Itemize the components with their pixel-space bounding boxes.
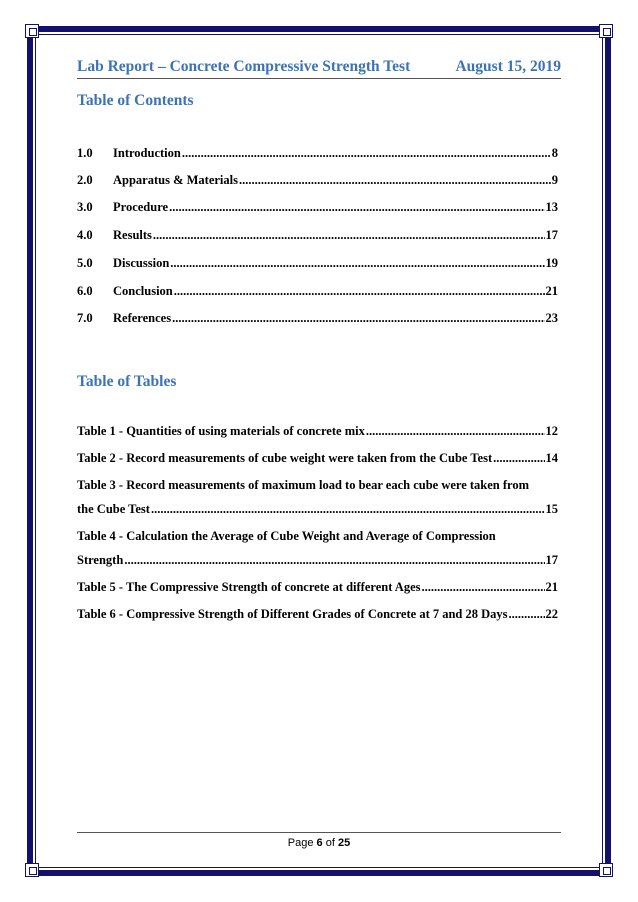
dot-leader [169,200,544,215]
toc-page-number: 8 [551,146,558,160]
footer-divider [77,832,561,833]
table-page-number: 17 [545,553,558,567]
footer-of-word: of [325,837,335,849]
table-entry-label: Table 4 - Calculation the Average of Cube Weight and Average of Compression [77,529,496,543]
toc-entry[interactable] [77,228,558,243]
page-header [77,57,561,79]
toc-entry[interactable] [77,200,558,215]
dot-leader [239,173,551,188]
page-footer [0,837,638,849]
table-entry[interactable] [77,424,558,439]
tables-heading: Table of Tables [77,373,177,390]
table-entry[interactable] [77,607,558,622]
border-corner-ornament [25,24,39,38]
table-page-number: 22 [545,607,558,621]
table-entry-label-cont: Strength [77,553,124,567]
table-entry-label: Table 2 - Record measurements of cube weight were taken from the Cube Test [77,451,493,465]
dot-leader [422,580,545,595]
table-entry-label-cont: the Cube Test [77,502,150,516]
report-title: Lab Report – Concrete Compressive Strength Test [77,58,411,75]
toc-number: 5.0 [77,256,93,270]
border-corner-ornament [599,863,613,877]
toc-page-number: 9 [551,173,558,187]
dot-leader [182,146,551,161]
toc-label: Conclusion [113,284,173,298]
footer-page-word: Page [287,837,314,849]
toc-entry[interactable] [77,311,558,326]
toc-page-number: 21 [545,284,558,298]
toc-number: 2.0 [77,173,93,187]
table-page-number: 14 [545,451,558,465]
toc-label: Discussion [113,256,170,270]
table-entry[interactable] [77,451,558,466]
report-date: August 15, 2019 [455,58,561,75]
table-entry-label: Table 5 - The Compressive Strength of concrete at different Ages [77,580,421,594]
footer-total-pages: 25 [337,837,351,849]
toc-label: Results [113,228,152,242]
toc-label: References [113,311,172,325]
table-entry[interactable] [77,529,558,568]
toc-entry[interactable] [77,146,558,161]
dot-leader [124,553,544,568]
toc-label: Apparatus & Materials [113,173,238,187]
toc-page-number: 23 [545,311,558,325]
footer-current-page: 6 [316,837,323,849]
dot-leader [366,424,545,439]
toc-number: 6.0 [77,284,93,298]
toc-entry[interactable] [77,173,558,188]
table-entry[interactable] [77,580,558,595]
toc-page-number: 13 [545,200,558,214]
border-corner-ornament [25,863,39,877]
dot-leader [151,502,545,517]
dot-leader [174,284,545,299]
dot-leader [493,451,544,466]
toc-label: Procedure [113,200,169,214]
toc-entry[interactable] [77,256,558,271]
table-entry[interactable] [77,478,558,517]
border-corner-ornament [599,24,613,38]
toc-page-number: 19 [545,256,558,270]
table-page-number: 15 [545,502,558,516]
toc-entry[interactable] [77,284,558,299]
toc-number: 1.0 [77,146,93,160]
dot-leader [153,228,545,243]
toc-heading: Table of Contents [77,92,194,109]
dot-leader [170,256,544,271]
toc-number: 4.0 [77,228,93,242]
dot-leader [509,607,545,622]
toc-label: Introduction [113,146,181,160]
dot-leader [172,311,544,326]
table-entry-label: Table 6 - Compressive Strength of Different Grades of Concrete at 7 and 28 Days [77,607,508,621]
toc-number: 3.0 [77,200,93,214]
toc-number: 7.0 [77,311,93,325]
table-page-number: 12 [545,424,558,438]
table-entry-label: Table 3 - Record measurements of maximum load to bear each cube were taken from [77,478,530,492]
table-page-number: 21 [545,580,558,594]
table-entry-label: Table 1 - Quantities of using materials of concrete mix [77,424,365,438]
toc-page-number: 17 [545,228,558,242]
